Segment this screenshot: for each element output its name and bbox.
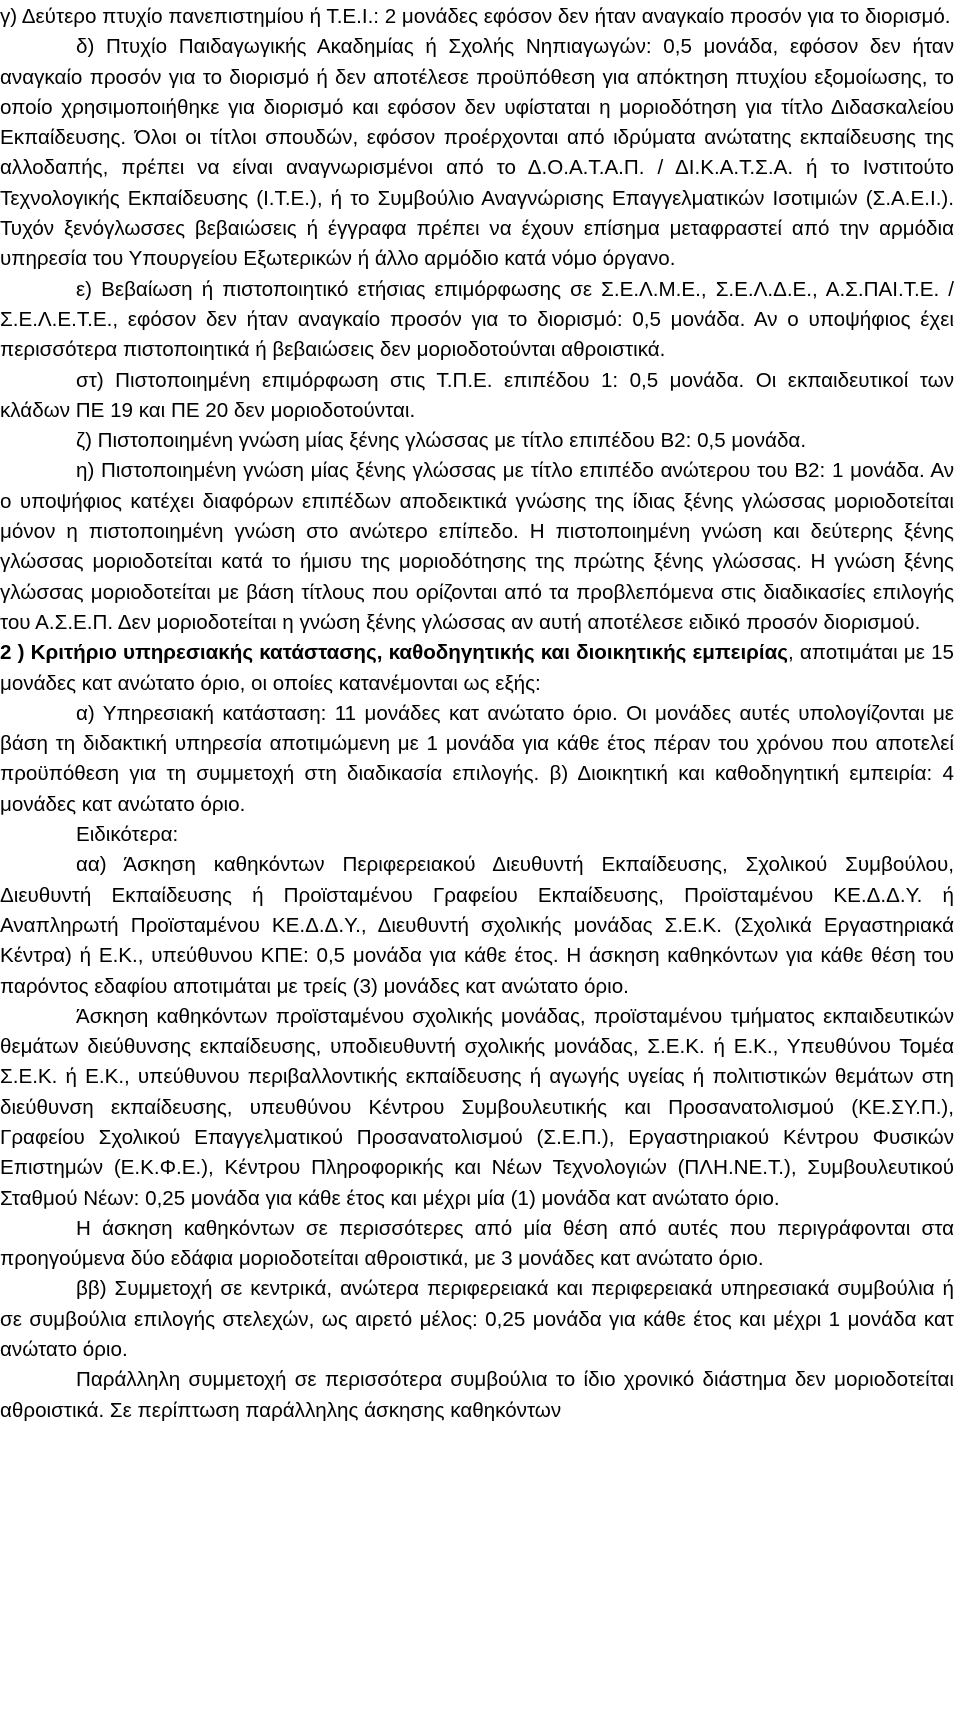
- criterion-2-heading: 2 ) Κριτήριο υπηρεσιακής κατάστασης, καθοδηγητικής και διοικητικής εμπειρίας: [0, 641, 788, 665]
- paragraph-st: στ) Πιστοποιημένη επιμόρφωση στις Τ.Π.Ε. επιπέδου 1: 0,5 μονάδα. Οι εκπαιδευτικοί των κλάδων ΠΕ 19 και ΠΕ 20 δεν μοριοδοτούνται.: [0, 368, 954, 422]
- paragraph-specifically: Ειδικότερα:: [76, 823, 179, 847]
- paragraph-zeta: ζ) Πιστοποιημένη γνώση μίας ξένης γλώσσας με τίτλο επιπέδου Β2: 0,5 μονάδα.: [76, 429, 807, 453]
- paragraph-multiple-positions: Η άσκηση καθηκόντων σε περισσότερες από μία θέση από αυτές που περιγράφονται στα προηγούμενα δύο εδάφια μοριοδοτείται αθροιστικά, με 3 μονάδες κατ ανώτατο όριο.: [0, 1216, 954, 1271]
- paragraph-bb: ββ) Συμμετοχή σε κεντρικά, ανώτερα περιφερειακά και περιφερειακά υπηρεσιακά συμβούλια ή σε συμβούλια επιλογής στελεχών, ως αιρετό μέλος: 0,25 μονάδα για κάθε έτος και μέχρι 1 μονάδα κατ ανώτατο όριο.: [0, 1277, 954, 1362]
- paragraph-delta: δ) Πτυχίο Παιδαγωγικής Ακαδημίας ή Σχολής Νηπιαγωγών: 0,5 μονάδα, εφόσον δεν ήταν αναγκαίο προσόν για το διορισμό ή δεν αποτέλεσε προϋπόθεση για απόκτηση πτυχίου εξομοίωσης, το οποίο χρησιμοποιήθηκε για διορισμό και εφόσον δεν υφίσταται η μοριοδότηση για τίτλο Διδασκαλείου Εκπαίδευσης. Όλοι οι τίτλοι σπουδών, εφόσον προέρχονται από ιδρύματα ανώτατης εκπαίδευσης της αλλοδαπής, πρέπει να είναι αναγνωρισμένοι από το Δ.Ο.Α.Τ.Α.Π. / ΔΙ.Κ.Α.Τ.Σ.Α. ή το Ινστιτούτο Τεχνολογικής Εκπαίδευσης (Ι.Τ.Ε.), ή το Συμβούλιο Αναγνώρισης Επαγγελματικών Ισοτιμιών (Σ.Α.Ε.Ι.). Τυχόν ξενόγλωσσες βεβαιώσεις ή έγγραφα πρέπει να έχουν επίσημα μεταφραστεί από την αρμόδια υπηρεσία του Υπουργείου Εξωτερικών ή άλλο αρμόδιο κατά νόμο όργανο.: [0, 35, 954, 271]
- paragraph-aa: αα) Άσκηση καθηκόντων Περιφερειακού Διευθυντή Εκπαίδευσης, Σχολικού Συμβούλου, Διευθυντή Εκπαίδευσης ή Προϊσταμένου Γραφείου Εκπαίδευσης, Προϊσταμένου ΚΕ.Δ.Δ.Υ. ή Αναπληρωτή Προϊσταμένου ΚΕ.Δ.Δ.Υ., Διευθυντή σχολικής μονάδας Σ.Ε.Κ. (Σχολικά Εργαστηριακά Κέντρα) ή Ε.Κ., υπεύθυνου ΚΠΕ: 0,5 μονάδα για κάθε έτος. Η άσκηση καθηκόντων για κάθε θέση του παρόντος εδαφίου αποτιμάται με τρείς (3) μονάδες κατ ανώτατο όριο.: [0, 853, 954, 998]
- criterion-2-paragraph: [0, 638, 954, 699]
- paragraph-epsilon: ε) Βεβαίωση ή πιστοποιητικό ετήσιας επιμόρφωσης σε Σ.Ε.Λ.Μ.Ε., Σ.Ε.Λ.Δ.Ε., Α.Σ.ΠΑΙ.Τ.Ε. / Σ.Ε.Λ.Ε.Τ.Ε., εφόσον δεν ήταν αναγκαίο προσόν για το διορισμό: 0,5 μονάδα. Αν ο υποψήφιος έχει περισσότερα πιστοποιητικά ή βεβαιώσεις δεν μοριοδοτούνται αθροιστικά.: [0, 277, 954, 362]
- paragraph-eta: η) Πιστοποιημένη γνώση μίας ξένης γλώσσας με τίτλο επιπέδο ανώτερου του Β2: 1 μονάδα. Αν ο υποψήφιος κατέχει διαφόρων επιπέδων αποδεικτικά γνώσης της ίδιας ξένης γλώσσας μοριοδοτείται μόνον η πιστοποιημένη γνώση στο ανώτερο επίπεδο. Η πιστοποιημένη γνώση και δεύτερης ξένης γλώσσας μοριοδοτείται κατά το ήμισυ της μοριοδότησης της πρώτης ξένης γλώσσας. Η γνώση ξένης γλώσσας μοριοδοτείται με βάση τίτλους που ορίζονται από τα προβλεπόμενα στις διαδικασίες επιλογής του Α.Σ.Ε.Π. Δεν μοριοδοτείται η γνώση ξένης γλώσσας αν αυτή αποτέλεσε ειδικό προσόν διορισμού.: [0, 459, 954, 634]
- paragraph-service-status: α) Υπηρεσιακή κατάσταση: 11 μονάδες κατ ανώτατο όριο. Οι μονάδες αυτές υπολογίζονται με βάση τη διδακτική υπηρεσία αποτιμώμενη με 1 μονάδα για κάθε έτος πέραν του χρόνου που αποτελεί προϋπόθεση για τη συμμετοχή στη διαδικασία επιλογής. β) Διοικητική και καθοδηγητική εμπειρία: 4 μονάδες κατ ανώτατο όριο.: [0, 701, 954, 816]
- paragraph-duties: Άσκηση καθηκόντων προϊσταμένου σχολικής μονάδας, προϊσταμένου τμήματος εκπαιδευτικών θεμάτων διεύθυνσης εκπαίδευσης, υποδιευθυντή σχολικής μονάδας, Σ.Ε.Κ. ή Ε.Κ., Υπευθύνου Τομέα Σ.Ε.Κ. ή Ε.Κ., υπεύθυνου περιβαλλοντικής εκπαίδευσης ή αγωγής υγείας ή πολιτιστικών θεμάτων στη διεύθυνση εκπαίδευσης, υπευθύνου Κέντρου Συμβουλευτικής και Προσανατολισμού (ΚΕ.ΣΥ.Π.), Γραφείου Σχολικού Επαγγελματικού Προσανατολισμού (Σ.Ε.Π.), Εργαστηριακού Κέντρου Φυσικών Επιστημών (Ε.Κ.Φ.Ε.), Κέντρου Πληροφορικής και Νέων Τεχνολογιών (ΠΛΗ.ΝΕ.Τ.), Συμβουλευτικού Σταθμού Νέων: 0,25 μονάδα για κάθε έτος και μέχρι μία (1) μονάδα κατ ανώτατο όριο.: [0, 1004, 954, 1210]
- criterion-2-text: , αποτιμάται με 15 μονάδες κατ ανώτατο όριο, οι οποίες κατανέμονται ως εξής:: [0, 641, 954, 695]
- paragraph-parallel: Παράλληλη συμμετοχή σε περισσότερα συμβούλια το ίδιο χρονικό διάστημα δεν μοριοδοτείται αθροιστικά. Σε περίπτωση παράλληλης άσκησης καθηκόντων: [0, 1368, 954, 1422]
- paragraph-gamma: γ) Δεύτερο πτυχίο πανεπιστημίου ή Τ.Ε.Ι.: 2 μονάδες εφόσον δεν ήταν αναγκαίο προσόν για το διορισμό.: [0, 5, 951, 28]
